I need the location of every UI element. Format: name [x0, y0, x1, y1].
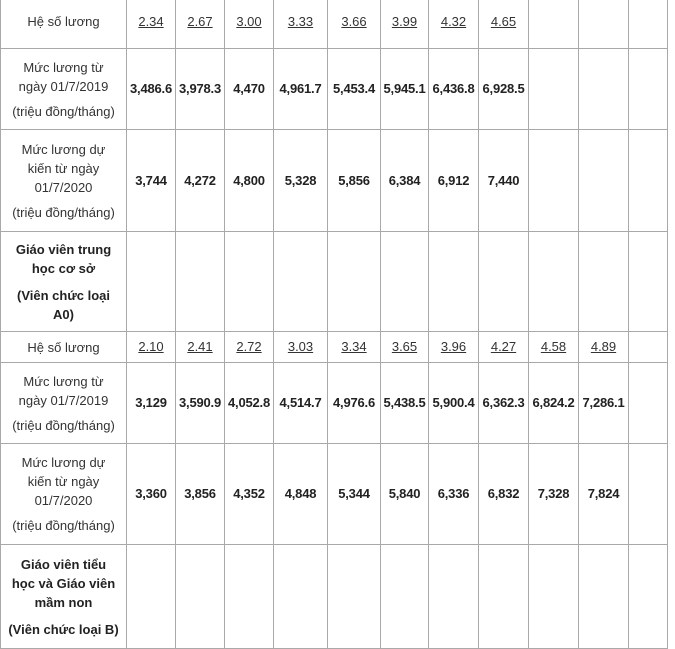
salary-value: 5,900.4 [429, 363, 479, 444]
salary-2019-label-line: ngày 01/7/2019 [18, 392, 109, 408]
salary-value: 4,514.7 [274, 363, 328, 444]
coefficient-cell [381, 332, 429, 363]
salary-value: 6,912 [429, 130, 479, 232]
coefficient-value: 3.33 [287, 13, 314, 29]
empty-cell [274, 232, 328, 332]
salary-value: 6,436.8 [429, 49, 479, 130]
coefficient-value: 2.10 [138, 339, 164, 354]
salary-2019-label-line: ngày 01/7/2019 [18, 78, 109, 94]
salary-2019-row [1, 49, 668, 130]
salary-value: 4,352 [225, 444, 274, 545]
salary-2020-label-line: 01/7/2020 [34, 493, 93, 508]
coefficient-cell [479, 0, 529, 49]
coefficient-cell [328, 332, 381, 363]
salary-2020-label-line: 01/7/2020 [34, 179, 93, 195]
salary-unit: (triệu đồng/tháng) [12, 103, 115, 119]
coefficient-cell [429, 0, 479, 49]
salary-unit: (triệu đồng/tháng) [12, 518, 115, 533]
empty-cell [579, 130, 629, 232]
empty-cell [529, 545, 579, 649]
empty-cell [225, 232, 274, 332]
coefficient-cell [127, 0, 176, 49]
salary-value: 4,976.6 [328, 363, 381, 444]
coefficient-value: 2.41 [187, 339, 213, 354]
salary-value: 5,438.5 [381, 363, 429, 444]
salary-value: 4,272 [176, 130, 225, 232]
coefficient-value: 3.99 [391, 13, 418, 29]
salary-value: 3,129 [127, 363, 176, 444]
coefficient-cell [529, 332, 579, 363]
salary-value: 4,052.8 [225, 363, 274, 444]
salary-value: 5,945.1 [381, 49, 429, 130]
coefficient-value: 3.65 [391, 339, 418, 354]
coefficient-cell [328, 0, 381, 49]
salary-value: 3,856 [176, 444, 225, 545]
coefficient-row [1, 332, 668, 363]
empty-cell [629, 49, 668, 130]
salary-2019-label-line: Mức lương từ [23, 59, 104, 75]
empty-cell [629, 363, 668, 444]
salary-2020-label-cell [1, 130, 127, 232]
empty-cell [479, 232, 529, 332]
salary-2019-label-line: Mức lương từ [23, 373, 104, 389]
group-title-line: mầm non [34, 594, 93, 610]
empty-cell [629, 232, 668, 332]
empty-cell [381, 545, 429, 649]
group-header-row [1, 545, 668, 649]
empty-cell [529, 232, 579, 332]
group-category-line: A0) [53, 306, 74, 322]
salary-value: 6,832 [479, 444, 529, 545]
coefficient-value: 4.89 [590, 339, 617, 354]
salary-value: 6,362.3 [479, 363, 529, 444]
salary-2020-label-line: kiến từ ngày [27, 160, 100, 176]
salary-2019-label-cell [1, 363, 127, 444]
empty-cell [225, 545, 274, 649]
salary-unit: (triệu đồng/tháng) [12, 417, 115, 433]
empty-cell [629, 130, 668, 232]
salary-value: 7,286.1 [579, 363, 629, 444]
coefficient-cell [274, 332, 328, 363]
empty-cell [127, 232, 176, 332]
salary-value: 4,961.7 [274, 49, 328, 130]
group-category-line: (Viên chức loại B) [8, 621, 119, 637]
coefficient-value: 3.00 [236, 13, 262, 29]
empty-cell [629, 545, 668, 649]
empty-cell [274, 545, 328, 649]
salary-value: 5,328 [274, 130, 328, 232]
coefficient-value: 4.27 [490, 339, 517, 354]
coefficient-value: 4.65 [490, 13, 517, 29]
salary-value: 6,824.2 [529, 363, 579, 444]
salary-value: 4,800 [225, 130, 274, 232]
group-header-lower-secondary [1, 232, 127, 332]
empty-cell [328, 232, 381, 332]
coefficient-cell [479, 332, 529, 363]
salary-value: 7,824 [579, 444, 629, 545]
coefficient-value: 2.67 [187, 13, 213, 29]
coefficient-value: 4.58 [540, 339, 567, 354]
empty-cell [629, 444, 668, 545]
salary-2020-label-line: kiến từ ngày [27, 474, 100, 489]
coefficient-cell [429, 332, 479, 363]
coefficient-cell [274, 0, 328, 49]
salary-2020-label-line: Mức lương dự [21, 141, 106, 157]
empty-cell [579, 545, 629, 649]
salary-value: 4,470 [225, 49, 274, 130]
empty-cell [479, 545, 529, 649]
salary-value: 3,360 [127, 444, 176, 545]
empty-cell [579, 232, 629, 332]
salary-value: 5,453.4 [328, 49, 381, 130]
empty-cell [529, 0, 579, 49]
coefficient-value: 2.72 [236, 339, 262, 354]
salary-2019-row [1, 363, 668, 444]
coefficient-row [1, 0, 668, 49]
empty-cell [529, 49, 579, 130]
empty-cell [579, 0, 629, 49]
group-title-line: học cơ sở [31, 260, 96, 276]
salary-2020-row [1, 130, 668, 232]
coefficient-cell [127, 332, 176, 363]
group-category-line: (Viên chức loại [17, 287, 110, 303]
salary-value: 5,840 [381, 444, 429, 545]
empty-cell [127, 545, 176, 649]
salary-2019-label-cell [1, 49, 127, 130]
salary-value: 7,440 [479, 130, 529, 232]
coefficient-value: 3.03 [287, 339, 314, 354]
coefficient-cell [579, 332, 629, 363]
empty-cell [176, 232, 225, 332]
empty-cell [429, 232, 479, 332]
coefficient-cell [176, 332, 225, 363]
coefficient-value: 3.66 [341, 13, 367, 29]
coefficient-cell [225, 0, 274, 49]
group-title-line: Giáo viên tiểu [20, 556, 107, 572]
coefficient-value: 2.34 [138, 13, 164, 29]
salary-value: 5,344 [328, 444, 381, 545]
group-title-line: học và Giáo viên [11, 575, 116, 591]
coefficient-label-cell [1, 332, 127, 363]
empty-cell [176, 545, 225, 649]
empty-cell [328, 545, 381, 649]
empty-cell [579, 49, 629, 130]
salary-value: 3,744 [127, 130, 176, 232]
coefficient-cell [176, 0, 225, 49]
salary-value: 6,928.5 [479, 49, 529, 130]
coefficient-label: Hệ số lương [27, 14, 100, 29]
group-header-primary-preschool [1, 545, 127, 649]
salary-2020-label-cell [1, 444, 127, 545]
empty-cell [629, 332, 668, 363]
salary-value: 6,336 [429, 444, 479, 545]
salary-value: 5,856 [328, 130, 381, 232]
empty-cell [429, 545, 479, 649]
salary-value: 3,978.3 [176, 49, 225, 130]
salary-2020-row [1, 444, 668, 545]
group-header-row [1, 232, 668, 332]
empty-cell [529, 130, 579, 232]
salary-value: 3,486.6 [127, 49, 176, 130]
group-title-line: Giáo viên trung [15, 241, 112, 257]
salary-value: 7,328 [529, 444, 579, 545]
salary-value: 4,848 [274, 444, 328, 545]
empty-cell [629, 0, 668, 49]
coefficient-value: 3.34 [341, 339, 367, 354]
salary-unit: (triệu đồng/tháng) [12, 204, 115, 220]
coefficient-value: 4.32 [440, 13, 467, 29]
salary-2020-label-line: Mức lương dự [21, 455, 106, 470]
salary-value: 3,590.9 [176, 363, 225, 444]
coefficient-label-cell [1, 0, 127, 49]
coefficient-cell [225, 332, 274, 363]
salary-value: 6,384 [381, 130, 429, 232]
coefficient-value: 3.96 [440, 339, 467, 354]
coefficient-label: Hệ số lương [27, 339, 100, 355]
coefficient-cell [381, 0, 429, 49]
empty-cell [381, 232, 429, 332]
